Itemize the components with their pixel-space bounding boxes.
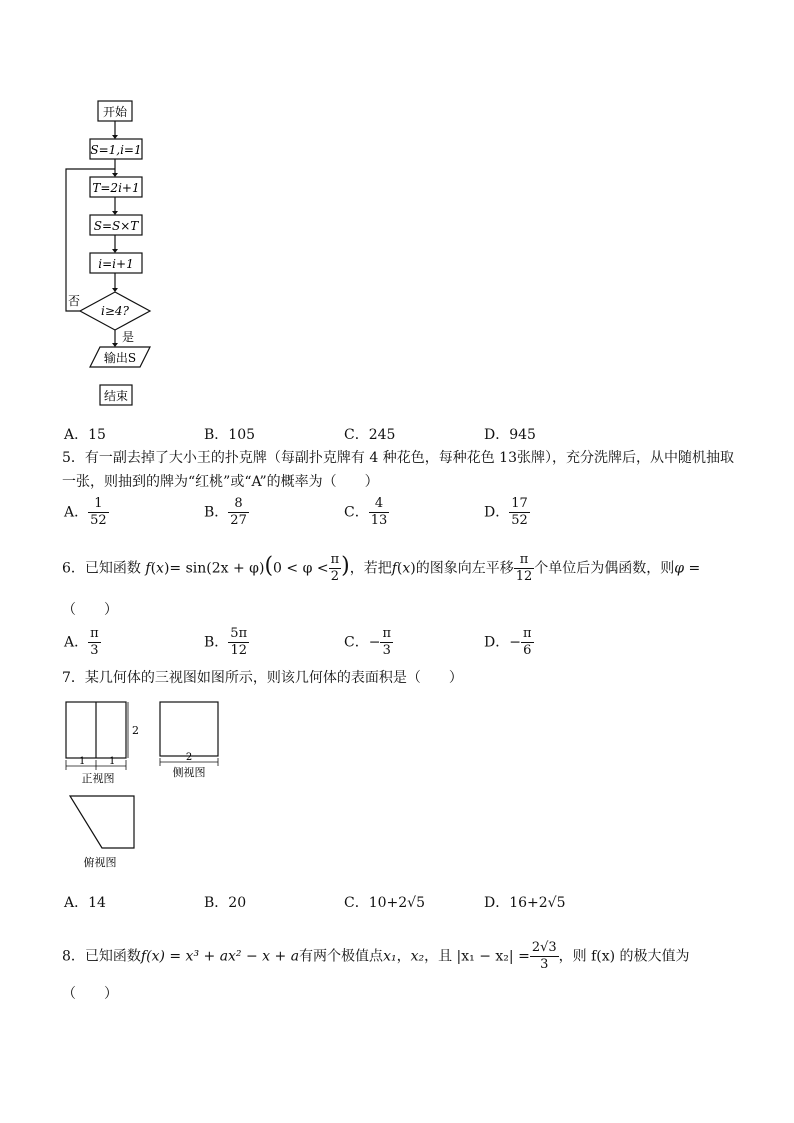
dim-label-right: 1 bbox=[109, 756, 116, 767]
q6-mid2: 的图象向左平移 bbox=[415, 560, 514, 577]
denominator: 3 bbox=[380, 642, 393, 659]
q7-option-b[interactable]: B．20 bbox=[204, 895, 247, 911]
option-label: A． bbox=[64, 634, 89, 651]
q4-option-c[interactable]: C．245 bbox=[344, 427, 396, 443]
q6-f: f bbox=[145, 560, 151, 577]
q4-option-d[interactable]: D．945 bbox=[484, 427, 536, 443]
denominator: 2 bbox=[329, 568, 342, 585]
q6-equation: = sin(2x + φ) bbox=[169, 560, 265, 577]
numerator: π bbox=[522, 626, 532, 641]
flowchart-init: S=1,i=1 bbox=[90, 143, 142, 157]
top-view-label: 俯视图 bbox=[83, 856, 117, 869]
flowchart-output: 输出S bbox=[103, 351, 137, 365]
numerator: 17 bbox=[511, 496, 528, 511]
q6-f: f bbox=[391, 560, 397, 577]
dim-label-width: 2 bbox=[185, 752, 193, 763]
q8-x1: x₁ bbox=[383, 948, 397, 965]
q6-answer-paren: （ ） bbox=[62, 602, 118, 618]
q6-phi: φ = bbox=[674, 560, 701, 577]
q8-function: f(x) = x³ + ax² − x + a bbox=[140, 948, 300, 965]
q6-mid: ，若把 bbox=[349, 560, 392, 577]
flowchart-end: 结束 bbox=[103, 389, 129, 403]
q6-option-a[interactable] bbox=[64, 626, 101, 659]
numerator: π bbox=[519, 552, 529, 567]
q6-text: 6．已知函数 f(x)= sin(2x + φ)(0 < φ < $\frac{\pi}{2}$ )，若把f(x)的图象向左平移 $\frac{\pi}{12}$ 个单位后为偶函数，则φ = bbox=[62, 552, 701, 584]
denominator: 12 bbox=[228, 642, 249, 659]
denominator: 52 bbox=[511, 513, 528, 528]
flowchart-step-s: S=S×T bbox=[93, 219, 139, 233]
flowchart-condition: i≥4? bbox=[101, 304, 129, 318]
q5-option-c[interactable] bbox=[344, 496, 389, 529]
q4-option-b[interactable]: B．105 bbox=[204, 427, 256, 443]
q8-prefix: 8．已知函数 bbox=[62, 948, 141, 965]
three-view-figure bbox=[62, 696, 232, 876]
q6-condition: 0 < φ < bbox=[273, 560, 329, 577]
q5-text-line1: 5．有一副去掉了大小王的扑克牌（每副扑克牌有 4 种花色，每种花色 13张牌），充分洗牌后，从中随机抽取 bbox=[62, 450, 734, 466]
q6-option-c[interactable] bbox=[344, 626, 393, 659]
q8-answer-paren: （ ） bbox=[62, 986, 118, 1002]
q7-text: 7．某几何体的三视图如图所示，则该几何体的表面积是（ ） bbox=[62, 670, 463, 686]
flowchart bbox=[60, 95, 170, 415]
numerator: 2√3 bbox=[531, 940, 557, 955]
q6-x: x bbox=[156, 560, 164, 577]
numerator: 1 bbox=[94, 496, 103, 511]
denominator: 3 bbox=[530, 956, 559, 973]
q7-option-c[interactable]: C．10+2√5 bbox=[344, 895, 425, 911]
option-label: D． bbox=[484, 634, 510, 651]
q8-suffix: ，则 f(x) 的极大值为 bbox=[558, 948, 690, 965]
q8-text bbox=[62, 940, 690, 973]
denominator: 6 bbox=[521, 642, 534, 659]
q8-sep: ， bbox=[396, 948, 411, 965]
q6-option-b[interactable] bbox=[204, 626, 249, 659]
q5-text-line2: 一张，则抽到的牌为“红桃”或“A”的概率为（ ） bbox=[62, 474, 379, 490]
front-view-label: 正视图 bbox=[81, 772, 115, 785]
q5-option-d[interactable] bbox=[484, 496, 530, 529]
flowchart-yes-label: 是 bbox=[122, 330, 135, 344]
q6-suffix: 个单位后为偶函数，则 bbox=[534, 560, 675, 577]
flowchart-start: 开始 bbox=[102, 105, 128, 119]
flowchart-step-i: i=i+1 bbox=[98, 257, 134, 271]
q6-x: x bbox=[402, 560, 411, 577]
q7-option-d[interactable]: D．16+2√5 bbox=[484, 895, 566, 911]
denominator: 13 bbox=[370, 513, 388, 528]
numerator: 4 bbox=[374, 496, 384, 511]
numerator: 5π bbox=[230, 626, 248, 641]
option-label: C． bbox=[344, 634, 369, 651]
q4-option-a[interactable]: A．15 bbox=[64, 427, 106, 443]
q8-x2: x₂ bbox=[410, 948, 425, 965]
q7-option-a[interactable]: A．14 bbox=[64, 895, 106, 911]
option-label: C． bbox=[344, 504, 369, 521]
q8-mid: 有两个极值点 bbox=[299, 948, 384, 965]
option-label: B． bbox=[204, 634, 229, 651]
numerator: 8 bbox=[234, 496, 243, 511]
sign: − bbox=[368, 634, 381, 651]
denominator: 27 bbox=[230, 513, 247, 528]
numerator: π bbox=[382, 626, 391, 641]
numerator: π bbox=[90, 626, 99, 641]
dim-label-height: 2 bbox=[132, 724, 139, 737]
numerator: π bbox=[330, 552, 340, 567]
denominator: 3 bbox=[88, 642, 101, 659]
option-label: A． bbox=[64, 504, 89, 521]
q5-option-a[interactable] bbox=[64, 496, 109, 529]
q5-option-b[interactable] bbox=[204, 496, 249, 529]
q8-condition: ，且 |x₁ − x₂| = bbox=[424, 948, 530, 965]
sign: − bbox=[509, 634, 521, 651]
q6-option-d[interactable] bbox=[484, 626, 534, 659]
side-view-label: 侧视图 bbox=[172, 766, 206, 779]
denominator: 12 bbox=[515, 569, 533, 584]
dim-label-left: 1 bbox=[79, 756, 86, 767]
q6-prefix: 6．已知函数 bbox=[62, 560, 141, 577]
option-label: B． bbox=[204, 504, 229, 521]
denominator: 52 bbox=[90, 513, 107, 528]
flowchart-step-t: T=2i+1 bbox=[92, 181, 140, 195]
option-label: D． bbox=[484, 504, 510, 521]
flowchart-no-label: 否 bbox=[68, 294, 81, 308]
